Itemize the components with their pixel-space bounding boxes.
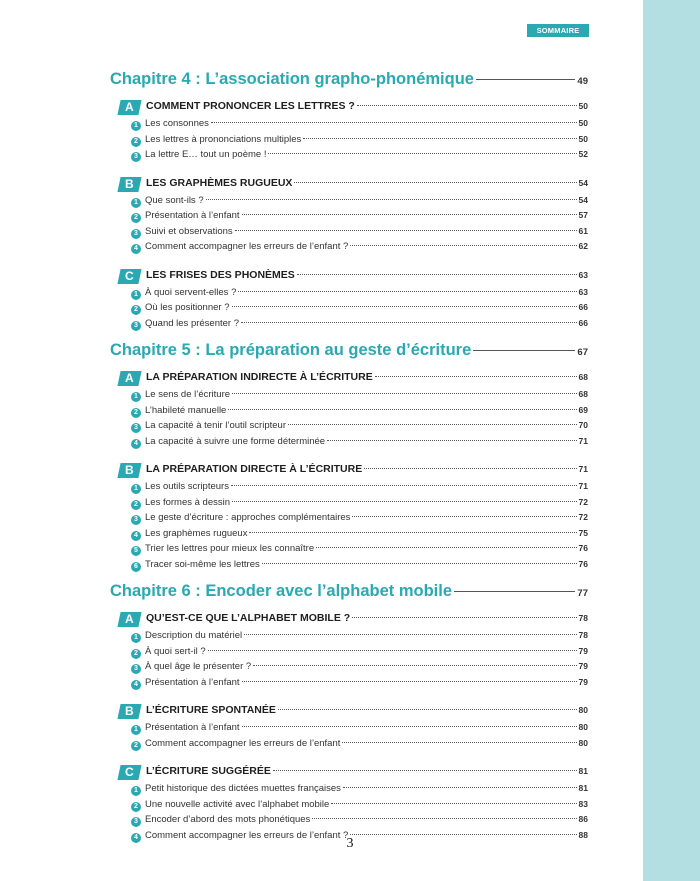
section-page: 81 [578,766,588,776]
dot-leader [238,291,576,292]
toc-item[interactable] [131,481,588,497]
dot-leader [476,79,575,80]
dot-leader [231,485,577,486]
toc-item[interactable] [131,318,588,334]
dot-leader [350,834,576,835]
section-letter: A [125,612,134,626]
item-number-badge: 1 [131,392,141,402]
item-number-badge: 5 [131,546,141,556]
item-title: Tracer soi-même les lettres [145,558,260,570]
item-title: Les formes à dessin [145,496,231,508]
toc-item[interactable] [131,241,588,257]
section-letter: C [125,765,134,779]
section-gap [110,692,588,700]
section-entry[interactable] [119,175,588,193]
item-title: Présentation à l’enfant [145,210,240,221]
item-title: À quoi sert-il ? [145,645,206,657]
item-number-badge: 4 [131,833,141,843]
item-page: 62 [578,241,588,251]
section-letter-badge [117,612,141,627]
item-page: 69 [578,404,588,415]
item-number-badge: 1 [131,633,141,643]
item-page: 68 [578,389,588,399]
item-title: Les outils scripteurs [145,481,229,492]
toc-item[interactable] [131,287,588,303]
item-page: 72 [578,512,588,522]
toc-item[interactable] [131,646,588,662]
toc-item[interactable] [131,559,588,575]
item-page: 52 [578,149,588,159]
dot-leader [331,803,576,804]
toc-item[interactable] [131,118,588,134]
item-page: 83 [578,798,588,809]
toc-item[interactable] [131,677,588,693]
item-page: 80 [578,722,588,732]
item-title: Quand les présenter ? [145,317,240,329]
item-page: 70 [578,420,588,430]
section-entry[interactable] [119,267,588,285]
side-band [643,0,700,881]
section-entry[interactable] [119,461,588,479]
chapter-page: 77 [577,588,588,599]
section-page: 78 [578,613,588,623]
item-number-badge: 1 [131,725,141,735]
item-page: 50 [578,133,588,144]
toc-item[interactable] [131,783,588,799]
section-entry[interactable] [119,702,588,720]
item-title: La lettre E… tout un poème ! [145,149,267,160]
item-title: Trier les lettres pour mieux les connaître [145,543,315,554]
item-title: L’habileté manuelle [145,404,227,416]
dot-leader [297,274,577,275]
dot-leader [208,650,577,651]
item-number-badge: 2 [131,137,141,147]
section-title: QU’EST-CE QUE L’ALPHABET MOBILE ? [146,612,351,624]
dot-leader [312,818,576,819]
toc-item[interactable] [131,436,588,452]
section-title: LES GRAPHÈMES RUGUEUX [146,176,293,189]
item-title: Suivi et observations [145,225,233,237]
item-number-badge: 3 [131,152,141,162]
table-of-contents [110,70,588,845]
item-number-badge: 1 [131,121,141,131]
item-title: Petit historique des dictées muettes françaises [145,783,341,794]
dot-leader [242,214,577,215]
item-number-badge: 2 [131,305,141,315]
section-page: 50 [578,101,588,111]
toc-item[interactable] [131,528,588,544]
item-number-badge: 6 [131,562,141,572]
dot-leader [327,440,576,441]
dot-leader [262,563,577,564]
section-letter-badge [117,100,141,115]
chapter-page: 49 [577,76,588,87]
section-gap [110,753,588,761]
section-letter-badge [117,371,141,386]
item-page: 50 [578,118,588,128]
item-page: 57 [578,210,588,220]
item-title: Une nouvelle activité avec l’alphabet mobile [145,798,330,810]
item-number-badge: 4 [131,244,141,254]
dot-leader [253,665,576,666]
section-page: 68 [578,372,588,382]
section-letter: A [125,371,134,385]
section-letter: B [125,176,134,191]
toc-item[interactable] [131,497,588,513]
dot-leader [350,245,576,246]
section-entry[interactable] [119,98,588,116]
item-number-badge: 1 [131,290,141,300]
toc-item[interactable] [131,420,588,436]
item-number-badge: 4 [131,680,141,690]
item-title: Le sens de l’écriture [145,389,231,400]
toc-item[interactable] [131,799,588,815]
toc-item[interactable] [131,512,588,528]
section-entry[interactable] [119,763,588,781]
section-gap [110,451,588,459]
dot-leader [241,322,577,323]
section-letter: A [125,100,134,114]
item-number-badge: 2 [131,408,141,418]
sommaire-badge: SOMMAIRE [527,24,589,37]
dot-leader [375,376,577,377]
toc-item[interactable] [131,389,588,405]
item-title: Comment accompagner les erreurs de l’enfant ? [145,241,349,252]
section-letter-badge [117,765,141,780]
item-page: 72 [578,496,588,507]
item-page: 79 [578,661,588,671]
item-number-badge: 2 [131,500,141,510]
item-page: 76 [578,558,588,569]
dot-leader [211,122,577,123]
item-title: Présentation à l’enfant [145,676,240,688]
item-title: À quoi servent-elles ? [145,286,237,298]
item-number-badge: 4 [131,531,141,541]
item-page: 79 [578,645,588,656]
section-title: LA PRÉPARATION DIRECTE À L’ÉCRITURE [146,463,363,475]
item-page: 61 [578,225,588,236]
dot-leader [232,306,577,307]
dot-leader [228,409,576,410]
toc-item[interactable] [131,210,588,226]
chapter-gap [110,333,588,341]
section-gap [110,257,588,265]
dot-leader [303,138,576,139]
toc-item[interactable] [131,661,588,677]
section-title: L’ÉCRITURE SUGGÉRÉE [146,765,271,777]
item-page: 66 [578,302,588,312]
toc-item[interactable] [131,738,588,754]
dot-leader [294,182,576,183]
section-letter-badge [117,704,141,719]
item-number-badge: 3 [131,321,141,331]
toc-item[interactable] [131,134,588,150]
item-title: Où les positionner ? [145,302,230,313]
item-number-badge: 3 [131,515,141,525]
item-page: 76 [578,543,588,553]
dot-leader [244,634,576,635]
toc-item[interactable] [131,722,588,738]
dot-leader [232,393,577,394]
item-page: 86 [578,814,588,824]
chapter-title: Chapitre 5 : La préparation au geste d’écriture [110,341,472,359]
item-page: 88 [578,829,588,840]
toc-item[interactable] [131,543,588,559]
item-number-badge: 4 [131,439,141,449]
section-title: COMMENT PRONONCER LES LETTRES ? [146,100,355,112]
chapter-entry[interactable] [110,341,588,363]
dot-leader [235,230,577,231]
dot-leader [352,516,576,517]
section-title: LA PRÉPARATION INDIRECTE À L’ÉCRITURE [146,371,373,383]
dot-leader [278,709,577,710]
section-letter: B [125,463,134,477]
item-title: À quel âge le présenter ? [145,661,252,672]
dot-leader [242,726,577,727]
dot-leader [364,468,576,469]
toc-item[interactable] [131,226,588,242]
item-title: La capacité à suivre une forme déterminée [145,435,326,447]
item-title: Comment accompagner les erreurs de l’enfant [145,737,341,749]
dot-leader [357,105,577,106]
item-page: 75 [578,527,588,538]
item-number-badge: 3 [131,229,141,239]
item-number-badge: 2 [131,213,141,223]
dot-leader [273,770,577,771]
section-letter-badge [117,463,141,478]
toc-item[interactable] [131,814,588,830]
item-number-badge: 3 [131,817,141,827]
item-page: 80 [578,737,588,748]
item-number-badge: 3 [131,423,141,433]
toc-item[interactable] [131,149,588,165]
item-number-badge: 2 [131,649,141,659]
toc-item[interactable] [131,302,588,318]
section-letter: C [125,268,134,283]
chapter-entry[interactable] [110,70,588,92]
item-number-badge: 2 [131,802,141,812]
chapter-title: Chapitre 4 : L’association grapho-phonémique [110,70,474,88]
item-page: 66 [578,317,588,328]
section-page: 63 [578,269,588,280]
section-page: 54 [578,177,588,188]
item-title: Les consonnes [145,118,209,129]
dot-leader [249,532,576,533]
item-page: 79 [578,676,588,687]
dot-leader [342,742,576,743]
toc-item[interactable] [131,630,588,646]
section-letter: B [125,704,134,718]
toc-item[interactable] [131,195,588,211]
section-title: LES FRISES DES PHONÈMES [146,268,295,281]
section-entry[interactable] [119,610,588,628]
item-title: La capacité à tenir l’outil scripteur [145,420,286,431]
section-entry[interactable] [119,369,588,387]
item-title: Les lettres à prononciations multiples [145,133,302,145]
item-page: 71 [578,481,588,491]
item-title: Que sont-ils ? [145,194,204,206]
chapter-page: 67 [577,347,588,358]
section-letter-badge [117,177,141,192]
item-number-badge: 1 [131,786,141,796]
item-number-badge: 2 [131,741,141,751]
item-page: 78 [578,630,588,640]
page-number: 3 [346,836,354,851]
chapter-title: Chapitre 6 : Encoder avec l’alphabet mobile [110,582,453,600]
dot-leader [473,350,575,351]
dot-leader [343,787,577,788]
dot-leader [206,199,577,200]
item-page: 71 [578,435,588,446]
dot-leader [352,617,576,618]
section-letter-badge [117,269,141,284]
item-title: Comment accompagner les erreurs de l’enfant ? [145,829,349,841]
dot-leader [454,591,575,592]
chapter-entry[interactable] [110,582,588,604]
section-title: L’ÉCRITURE SPONTANÉE [146,704,276,716]
item-number-badge: 3 [131,664,141,674]
item-number-badge: 1 [131,484,141,494]
section-page: 71 [578,464,588,474]
item-title: Description du matériel [145,630,243,641]
dot-leader [288,424,577,425]
section-page: 80 [578,705,588,715]
dot-leader [316,547,576,548]
toc-item[interactable] [131,405,588,421]
chapter-gap [110,574,588,582]
item-page: 81 [578,783,588,793]
item-page: 63 [578,286,588,297]
item-page: 54 [578,194,588,205]
dot-leader [232,501,577,502]
section-gap [110,165,588,173]
dot-leader [268,153,576,154]
item-title: Encoder d’abord des mots phonétiques [145,814,311,825]
item-title: Présentation à l’enfant [145,722,240,733]
dot-leader [242,681,577,682]
item-number-badge: 1 [131,198,141,208]
item-title: Les graphèmes rugueux [145,527,248,539]
item-title: Le geste d’écriture : approches complémentaires [145,512,351,523]
